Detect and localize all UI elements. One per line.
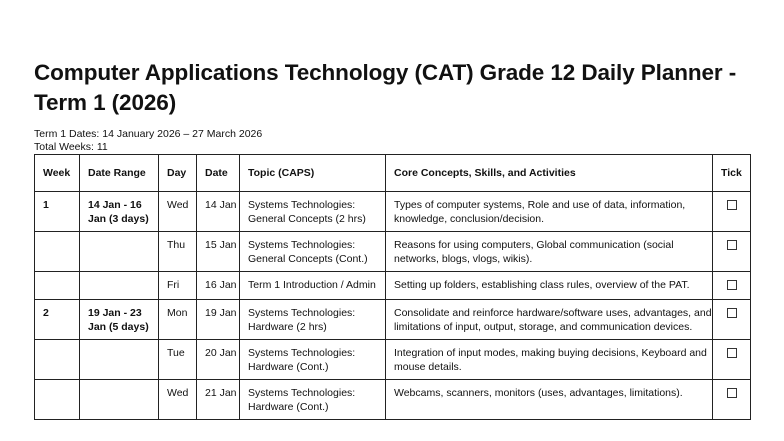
- concepts-cell: Consolidate and reinforce hardware/software uses, advantages, and limitations of input, output, storage, and communication devices.: [386, 300, 713, 340]
- concepts-cell: Setting up folders, establishing class rules, overview of the PAT.: [386, 272, 713, 300]
- concepts-cell: Webcams, scanners, monitors (uses, advantages, limitations).: [386, 380, 713, 420]
- concepts-cell: Integration of input modes, making buying decisions, Keyboard and mouse details.: [386, 340, 713, 380]
- header-week: Week: [35, 155, 80, 192]
- date-cell: 15 Jan: [197, 232, 240, 272]
- week-cell: [35, 232, 80, 272]
- table-header-row: [35, 155, 751, 192]
- topic-cell: Systems Technologies: Hardware (Cont.): [240, 340, 386, 380]
- tick-cell: [713, 340, 751, 380]
- date-cell: 16 Jan: [197, 272, 240, 300]
- week-cell: 1: [35, 192, 80, 232]
- tick-checkbox[interactable]: [727, 200, 737, 210]
- date-cell: 20 Jan: [197, 340, 240, 380]
- tick-cell: [713, 380, 751, 420]
- tick-checkbox[interactable]: [727, 308, 737, 318]
- date-range-cell: 19 Jan - 23 Jan (5 days): [80, 300, 159, 340]
- topic-cell: Systems Technologies: Hardware (Cont.): [240, 380, 386, 420]
- page-title: Computer Applications Technology (CAT) Grade 12 Daily Planner - Term 1 (2026): [34, 60, 737, 115]
- day-cell: Fri: [159, 272, 197, 300]
- term-dates: Term 1 Dates: 14 January 2026 – 27 March 2026: [34, 128, 263, 140]
- topic-cell: Systems Technologies: General Concepts (2 hrs): [240, 192, 386, 232]
- day-cell: Mon: [159, 300, 197, 340]
- date-cell: 21 Jan: [197, 380, 240, 420]
- document-page: [34, 58, 754, 420]
- tick-checkbox[interactable]: [727, 348, 737, 358]
- header-date: Date: [197, 155, 240, 192]
- tick-cell: [713, 272, 751, 300]
- total-weeks: Total Weeks: 11: [34, 141, 108, 153]
- header-day: Day: [159, 155, 197, 192]
- date-range-cell: [80, 232, 159, 272]
- header-date-range: Date Range: [80, 155, 159, 192]
- date-cell: 14 Jan: [197, 192, 240, 232]
- table-row: [35, 192, 751, 232]
- tick-checkbox[interactable]: [727, 388, 737, 398]
- week-cell: [35, 340, 80, 380]
- day-cell: Thu: [159, 232, 197, 272]
- day-cell: Wed: [159, 380, 197, 420]
- table-row: [35, 340, 751, 380]
- date-range-cell: [80, 380, 159, 420]
- day-cell: Wed: [159, 192, 197, 232]
- header-tick: Tick: [713, 155, 751, 192]
- concepts-cell: Types of computer systems, Role and use of data, information, knowledge, conclusion/decision.: [386, 192, 713, 232]
- topic-cell: Systems Technologies: General Concepts (Cont.): [240, 232, 386, 272]
- tick-cell: [713, 232, 751, 272]
- week-cell: [35, 272, 80, 300]
- tick-cell: [713, 300, 751, 340]
- term-info: [34, 128, 754, 154]
- week-cell: [35, 380, 80, 420]
- concepts-cell: Reasons for using computers, Global communication (social networks, blogs, vlogs, wikis).: [386, 232, 713, 272]
- header-topic: Topic (CAPS): [240, 155, 386, 192]
- planner-table: [34, 154, 751, 420]
- table-row: [35, 300, 751, 340]
- date-range-cell: 14 Jan - 16 Jan (3 days): [80, 192, 159, 232]
- table-row: [35, 272, 751, 300]
- tick-checkbox[interactable]: [727, 240, 737, 250]
- topic-cell: Term 1 Introduction / Admin: [240, 272, 386, 300]
- week-cell: 2: [35, 300, 80, 340]
- table-row: [35, 232, 751, 272]
- table-row: [35, 380, 751, 420]
- header-core-concepts: Core Concepts, Skills, and Activities: [386, 155, 713, 192]
- date-cell: 19 Jan: [197, 300, 240, 340]
- tick-cell: [713, 192, 751, 232]
- tick-checkbox[interactable]: [727, 280, 737, 290]
- topic-cell: Systems Technologies: Hardware (2 hrs): [240, 300, 386, 340]
- day-cell: Tue: [159, 340, 197, 380]
- date-range-cell: [80, 272, 159, 300]
- date-range-cell: [80, 340, 159, 380]
